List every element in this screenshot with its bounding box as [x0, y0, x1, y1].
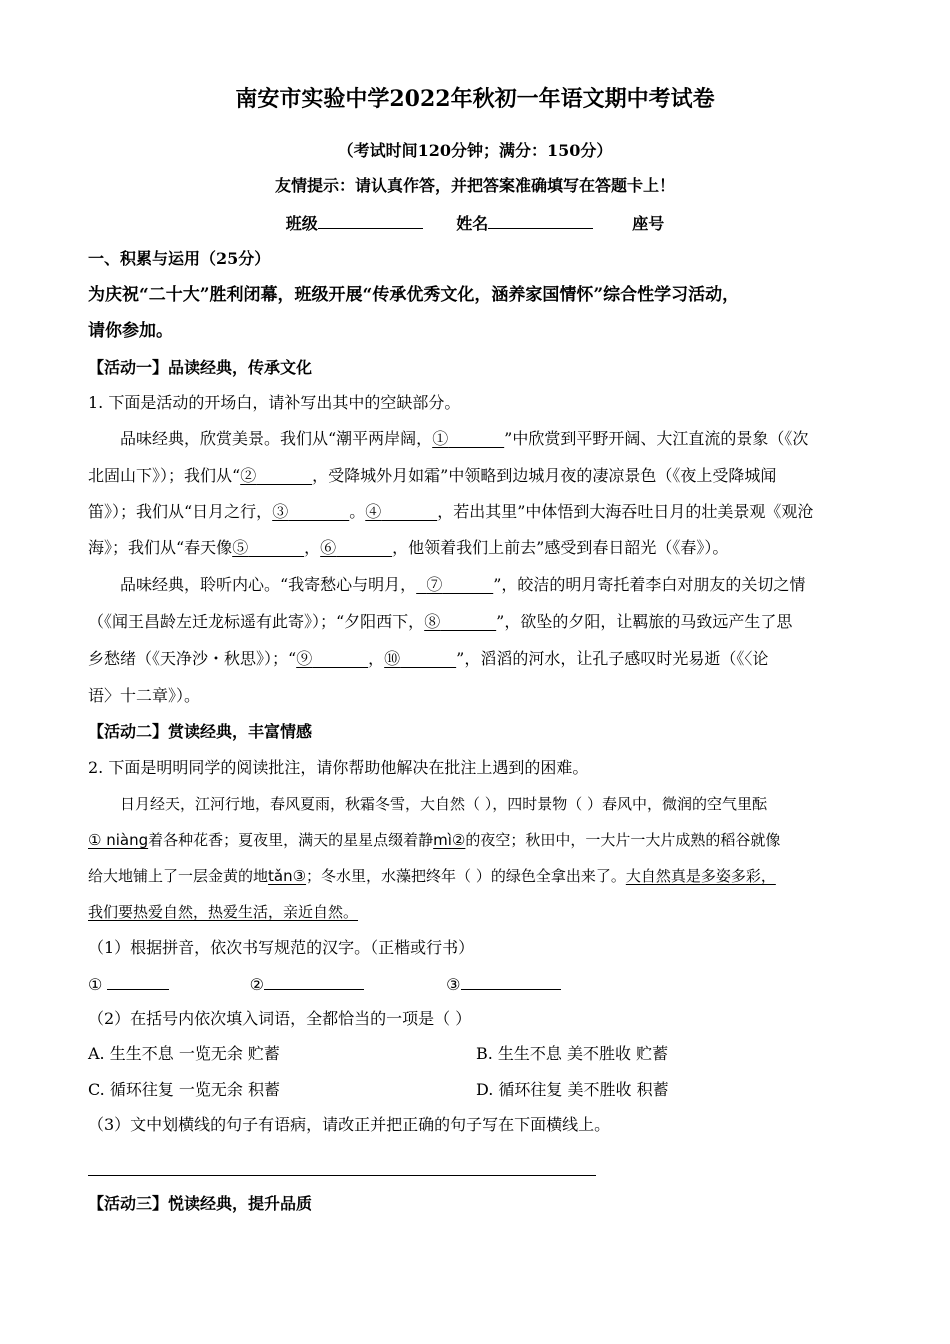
section-heading: 一、积累与运用（25分）	[88, 249, 271, 268]
seat-label: 座号	[632, 214, 665, 233]
activity3-heading: 【活动三】悦读经典，提升品质	[88, 1194, 313, 1213]
q1-para2-line1: 品味经典，聆听内心。“我寄愁心与明月， ⑦ ”，皎洁的明月寄托着李白对朋友的关切之情	[120, 575, 806, 594]
option-d[interactable]: D. 循环往复 美不胜收 积蓄	[476, 1080, 669, 1099]
passage-line3: 给大地铺上了一层金黄的地tǎn③；冬水里，水藻把终年（ ）的绿色全拿出来了。大自然真是多姿多彩，	[88, 867, 776, 885]
class-label: 班级	[285, 214, 318, 233]
activity1-heading: 【活动一】品读经典，传承文化	[88, 358, 313, 377]
blank-5[interactable]: ⑤	[232, 538, 249, 557]
blank-1[interactable]: ①	[432, 429, 449, 448]
name-blank[interactable]	[488, 212, 593, 229]
blank-8[interactable]: ⑧	[424, 612, 441, 631]
answer-blank-2[interactable]	[264, 973, 364, 990]
blank-7[interactable]: ⑦	[426, 575, 443, 594]
blank-6[interactable]: ⑥	[320, 538, 337, 557]
sub1-answer-row: ① ② ③	[88, 973, 878, 996]
option-b[interactable]: B. 生生不息 美不胜收 贮蓄	[476, 1044, 669, 1063]
faulty-sentence-part1: 大自然真是多姿多彩，	[625, 867, 776, 885]
q1-para1-line4: 海》；我们从“春天像⑤ ，⑥ ，他领着我们上前去”感受到春日韶光（《春》）。	[88, 538, 729, 557]
blank-9[interactable]: ⑨	[296, 649, 313, 668]
option-a[interactable]: A. 生生不息 一览无余 贮蓄	[88, 1044, 280, 1063]
q1-para1-line2: 北固山下》）；我们从“② ，受降城外月如霜”中领略到边城月夜的凄凉景色（《夜上受降城闻	[88, 466, 777, 485]
class-blank[interactable]	[318, 212, 423, 229]
option-c[interactable]: C. 循环往复 一览无余 积蓄	[88, 1080, 281, 1099]
exam-info: （考试时间120分钟；满分：150分）	[337, 141, 613, 160]
sub-question-2: （2）在括号内依次填入词语，全都恰当的一项是（ ）	[88, 1009, 472, 1028]
q1-para2-line2: （《闻王昌龄左迁龙标遥有此寄》）；“夕阳西下，⑧ ”，欲坠的夕阳，让羁旅的马致远产生了思	[88, 612, 793, 631]
q1-stem: 1. 下面是活动的开场白，请补写出其中的空缺部分。	[88, 393, 461, 412]
sub-question-1: （1）根据拼音，依次书写规范的汉字。（正楷或行书）	[88, 938, 475, 957]
q2-stem: 2. 下面是明明同学的阅读批注，请你帮助他解决在批注上遇到的困难。	[88, 758, 589, 777]
answer-blank-1[interactable]	[107, 973, 169, 990]
section-intro-line1: 为庆祝“二十大”胜利闭幕，班级开展“传承优秀文化，涵养家国情怀”综合性学习活动，	[88, 285, 740, 305]
sub-question-3: （3）文中划横线的句子有语病，请改正并把正确的句子写在下面横线上。	[88, 1115, 611, 1134]
passage-line2: ① niàng着各种花香；夏夜里，满天的星星点缀着静mì②的夜空；秋田中，一大片一大片成熟的稻谷就像	[88, 831, 781, 849]
q1-para1-line3: 笛》）；我们从“日月之行，③ 。④ ，若出其里”中体悟到大海吞吐日月的壮美景观《观沧	[88, 502, 814, 521]
faulty-sentence-part2: 我们要热爱自然，热爱生活，亲近自然。	[88, 903, 359, 921]
passage-line4	[88, 901, 878, 923]
activity2-heading: 【活动二】赏读经典，丰富情感	[88, 722, 313, 741]
answer-line[interactable]	[88, 1175, 596, 1176]
blank-3[interactable]: ③	[272, 502, 289, 521]
blank-10[interactable]: ⑩	[384, 649, 401, 668]
passage-line1: 日月经天，江河行地，春风夏雨，秋霜冬雪，大自然（ ），四时景物（ ）春风中，微润的空气里酝	[120, 795, 768, 813]
blank-2[interactable]: ②	[240, 466, 257, 485]
student-info-row	[0, 212, 950, 235]
q1-para1-line1: 品味经典，欣赏美景。我们从“潮平两岸阔，① ”中欣赏到平野开阔、大江直流的景象（《次	[120, 429, 809, 448]
q1-para2-line4: 语〉十二章》）。	[88, 686, 201, 705]
page-title: 南安市实验中学2022年秋初一年语文期中考试卷	[235, 86, 715, 112]
tip-text: 友情提示：请认真作答，并把答案准确填写在答题卡上！	[274, 176, 675, 195]
q1-para2-line3: 乡愁绪（《天净沙・秋思》）；“⑨ ，⑩ ”，滔滔的河水，让孔子感叹时光易逝（《〈论	[88, 649, 769, 668]
name-label: 姓名	[456, 214, 489, 233]
blank-4[interactable]: ④	[365, 502, 382, 521]
section-intro-line2: 请你参加。	[88, 321, 173, 341]
answer-blank-3[interactable]	[461, 973, 561, 990]
